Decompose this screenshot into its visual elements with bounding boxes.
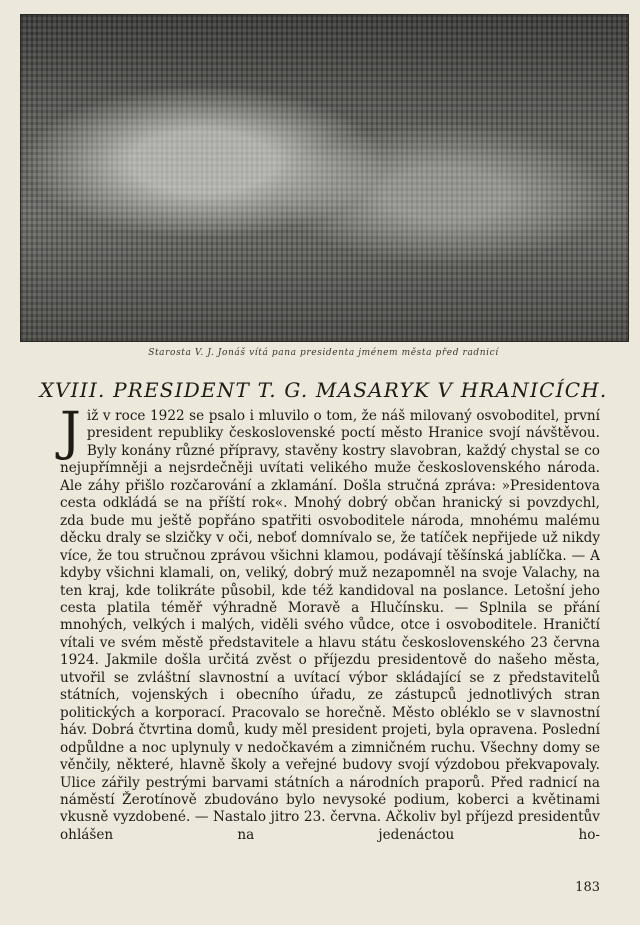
page-number: 183 <box>575 880 600 895</box>
drop-cap: J <box>60 402 81 462</box>
paragraph: iž v roce 1922 se psalo i mluvilo o tom, že náš milovaný osvoboditel, první president republiky československé poctí město Hranice svojí návštěvou. Byly konány různé přípravy, stavěny kostry slavobran, každý chystal se co nejupřímněji a nejsrdečněji uvítati velikého muže československého národa. Ale záhy přišlo rozčarování a zklamání. Došla stručná zpráva: »Presidentova cesta odkládá se na příští rok«. Mnohý dobrý občan hranický si povzdychl, zda bude mu ještě popřáno spatřiti osvoboditele národa, mnohému malému děcku draly se slzičky v oči, neboť domnívalo se, že tatíček nepřijede už nikdy více, že tou stručnou zprávou všichni klamou, podávají těšínská jablíčka. — A kdyby všichni klamali, on, veliký, dobrý muž nezapomněl na svoje Valachy, na ten kraj, kde tolikráte působil, kde též kandidoval na poslance. Letošní jeho cesta platila téměř výhradně Moravě a Hlučínsku. — Splnila se přání mnohých, velkých i malých, viděli svého vůdce, otce i osvoboditele. Hraničtí vítali ve svém městě představitele a hlavu státu československého 23 června 1924. Jakmile došla určitá zvěst o příjezdu presidentově do našeho města, utvořil se zvláštní slavnostní a uvítací výbor skládající se z představitelů státních, vojenských i obecního úřadu, ze zástupců jednotlivých stran politických a korporací. Pracovalo se horečně. Město obléklo se v slavnostní háv. Dobrá čtvrtina domů, kudy měl president projeti, byla opravena. Poslední odpůldne a noc uplynuly v nedočkavém a zimničném ruchu. Všechny domy se věnčily, některé, hlavně školy a veřejné budovy svojí výzdobou překvapovaly. Ulice zářily pestrými barvami státních a národních praporů. Před radnicí na náměstí Žerotínově zbudováno bylo nevysoké podium, koberci a květinami vkusně vyzdobené. — Nastalo jitro 23. června. Ačkoliv byl příjezd presidentův ohlášen na jedenáctou ho- <box>60 408 600 843</box>
body-text <box>60 402 600 844</box>
photo-caption: Starosta V. J. Jonáš vítá pana presidenta jménem města před radnicí <box>148 348 499 358</box>
chapter-heading: XVIII. PRESIDENT T. G. MASARYK V HRANICÍCH. <box>39 378 608 402</box>
photograph <box>20 14 629 342</box>
